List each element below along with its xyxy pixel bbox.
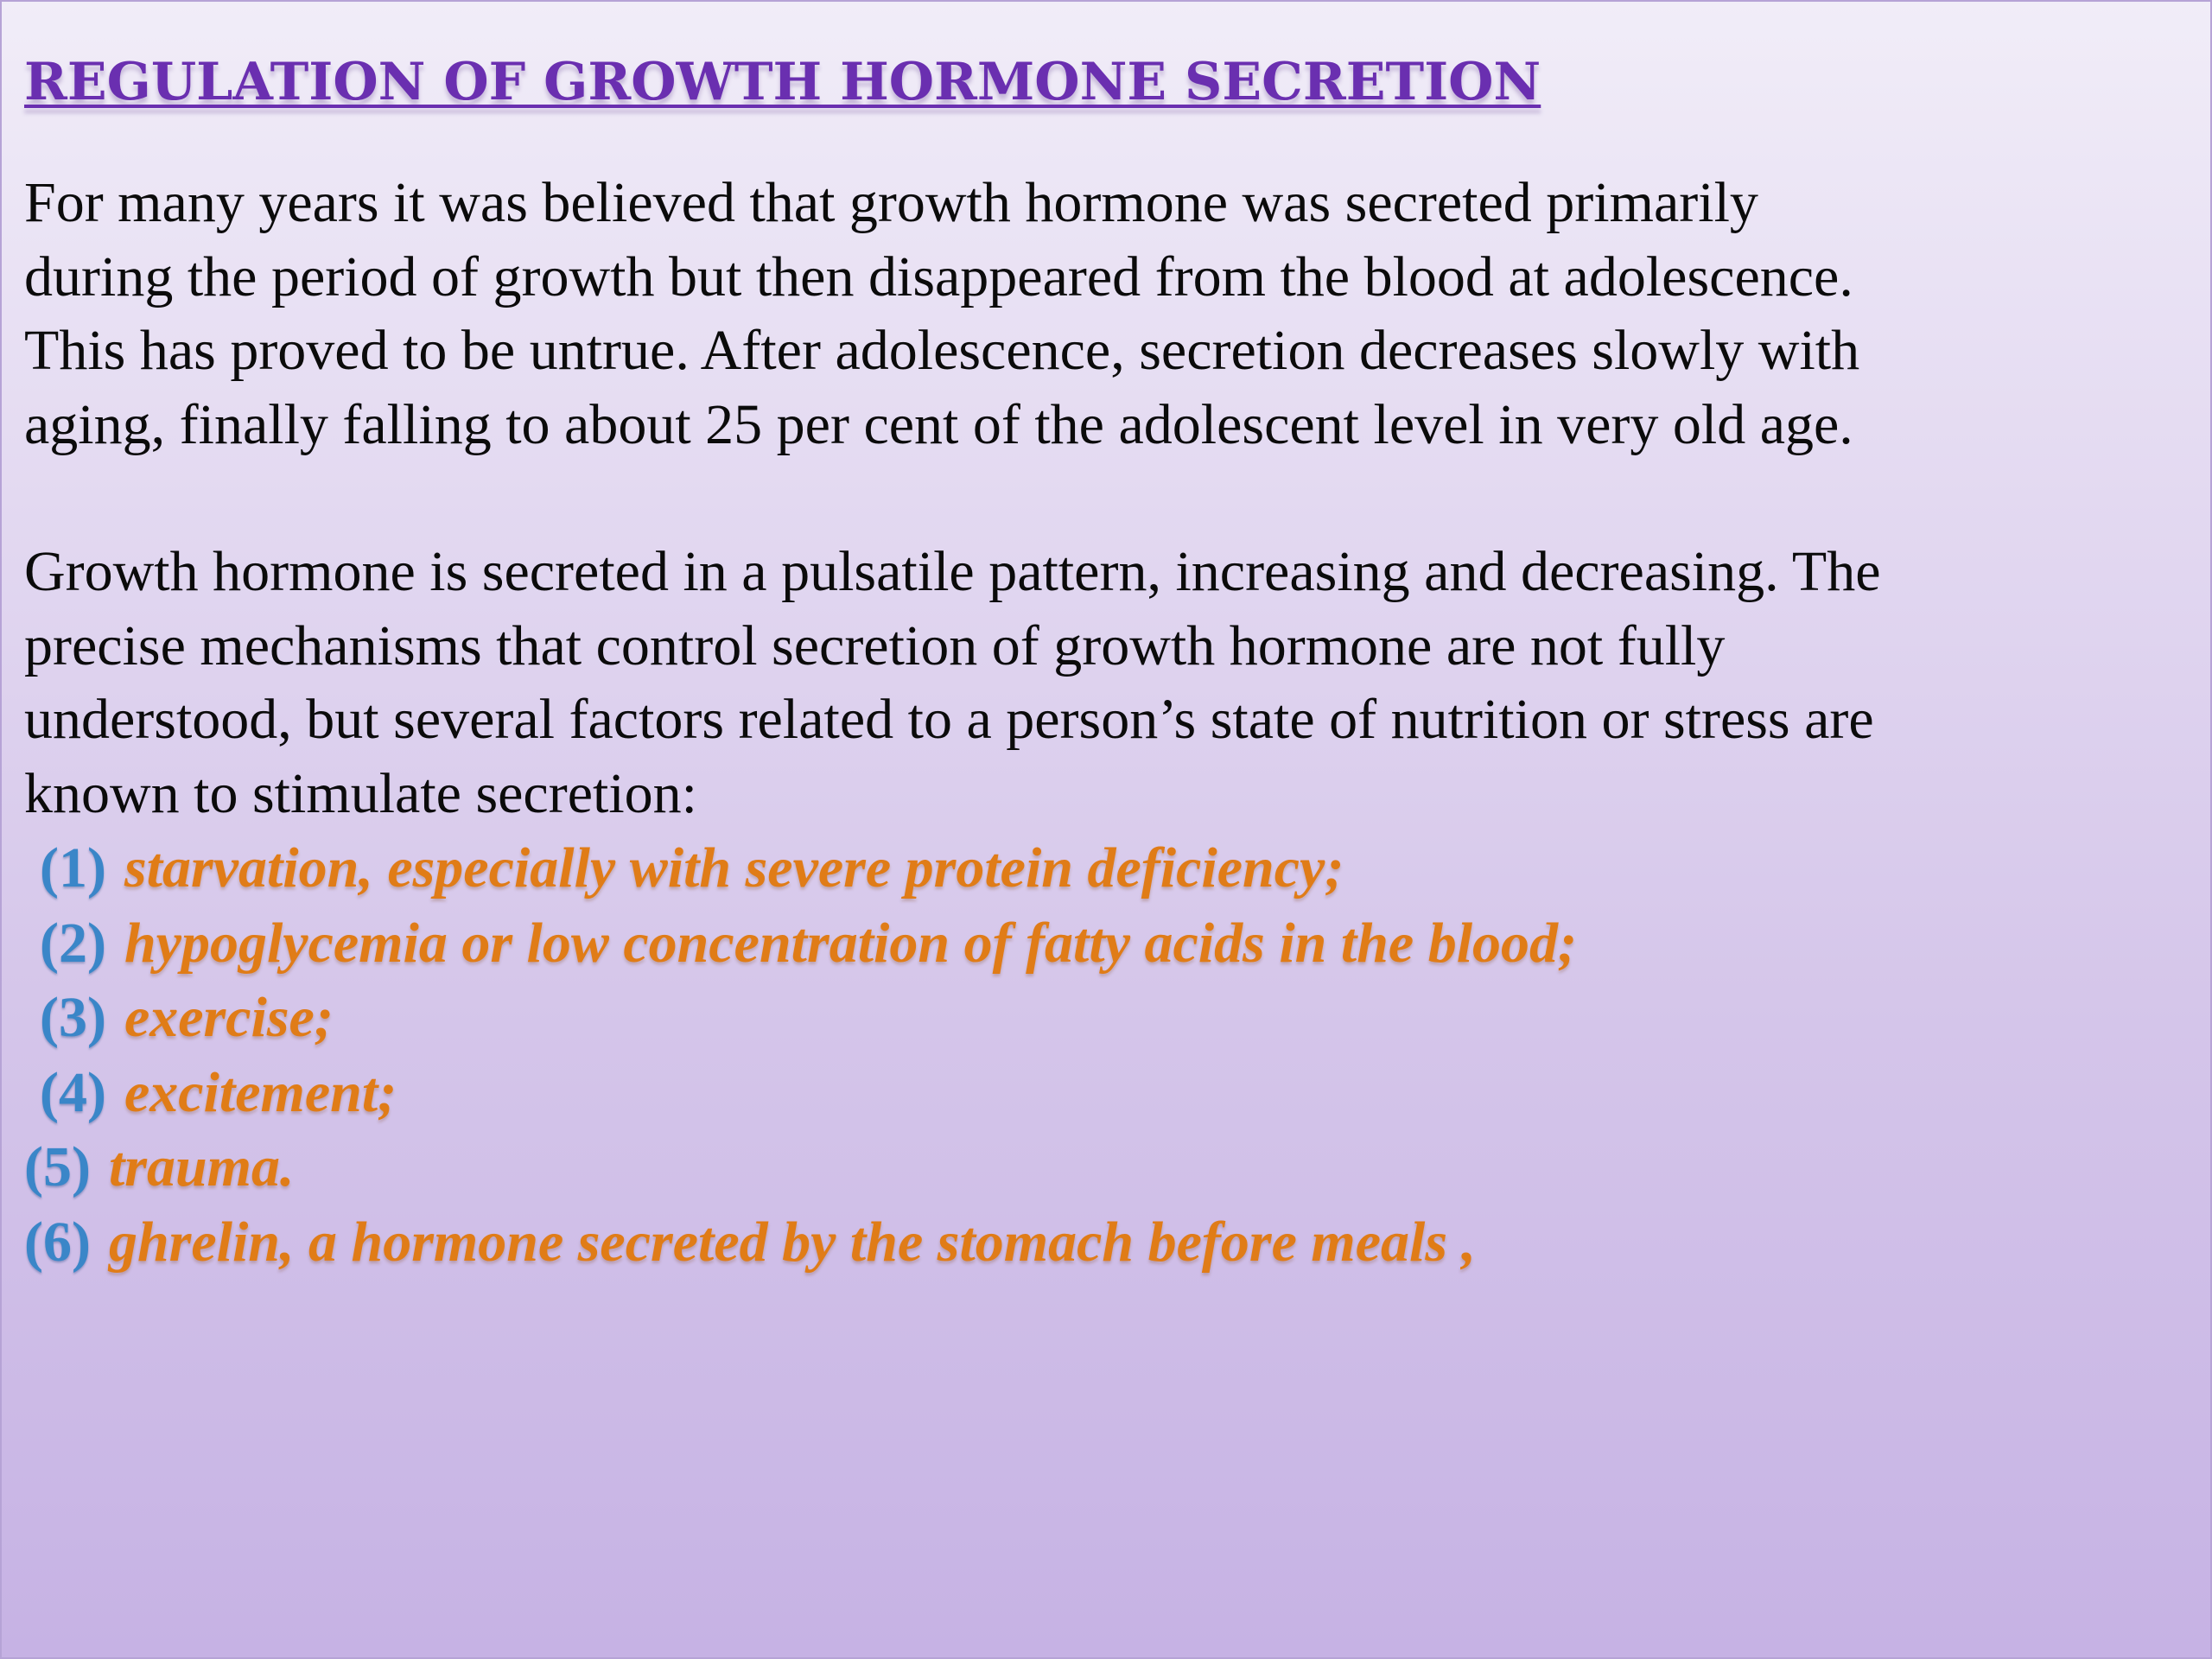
paragraph-secretion-pattern bbox=[24, 535, 2193, 830]
slide-title: REGULATION OF GROWTH HORMONE SECRETION bbox=[24, 52, 1541, 112]
factor-number: (1) bbox=[40, 836, 106, 899]
factor-item bbox=[24, 830, 2193, 906]
factor-text: trauma. bbox=[108, 1135, 295, 1198]
factor-item bbox=[24, 906, 2193, 981]
factor-text: exercise; bbox=[124, 986, 334, 1049]
paragraph-line: precise mechanisms that control secretion of growth hormone are not fully bbox=[24, 613, 1726, 677]
paragraph-line: Growth hormone is secreted in a pulsatile pattern, increasing and decreasing. The bbox=[24, 540, 1881, 603]
paragraph-line: This has proved to be untrue. After adolescence, secretion decreases slowly with bbox=[24, 319, 1860, 382]
paragraph-history bbox=[24, 166, 2193, 461]
factor-number: (3) bbox=[40, 986, 106, 1049]
factor-number: (6) bbox=[24, 1210, 91, 1274]
factor-text: ghrelin, a hormone secreted by the stomach before meals , bbox=[108, 1210, 1477, 1274]
factor-text: starvation, especially with severe protein deficiency; bbox=[124, 836, 1344, 899]
factor-item bbox=[24, 1055, 2193, 1130]
paragraph-line: during the period of growth but then disappeared from the blood at adolescence. bbox=[24, 245, 1853, 308]
factor-item bbox=[24, 1205, 2193, 1280]
factor-text: hypoglycemia or low concentration of fatty acids in the blood; bbox=[124, 911, 1578, 975]
factor-number: (2) bbox=[40, 911, 106, 975]
factor-number: (5) bbox=[24, 1135, 91, 1198]
factor-item bbox=[24, 980, 2193, 1055]
paragraph-line: aging, finally falling to about 25 per cent of the adolescent level in very old age. bbox=[24, 392, 1853, 456]
paragraph-line: understood, but several factors related to a person’s state of nutrition or stress are bbox=[24, 688, 1874, 751]
factor-item bbox=[24, 1129, 2193, 1205]
factor-number: (4) bbox=[40, 1060, 106, 1124]
paragraph-line: For many years it was believed that growth hormone was secreted primarily bbox=[24, 171, 1758, 234]
slide bbox=[24, 54, 2193, 1279]
stimulating-factors-list bbox=[24, 830, 2193, 1279]
factor-text: excitement; bbox=[124, 1060, 397, 1124]
paragraph-line: known to stimulate secretion: bbox=[24, 761, 698, 825]
